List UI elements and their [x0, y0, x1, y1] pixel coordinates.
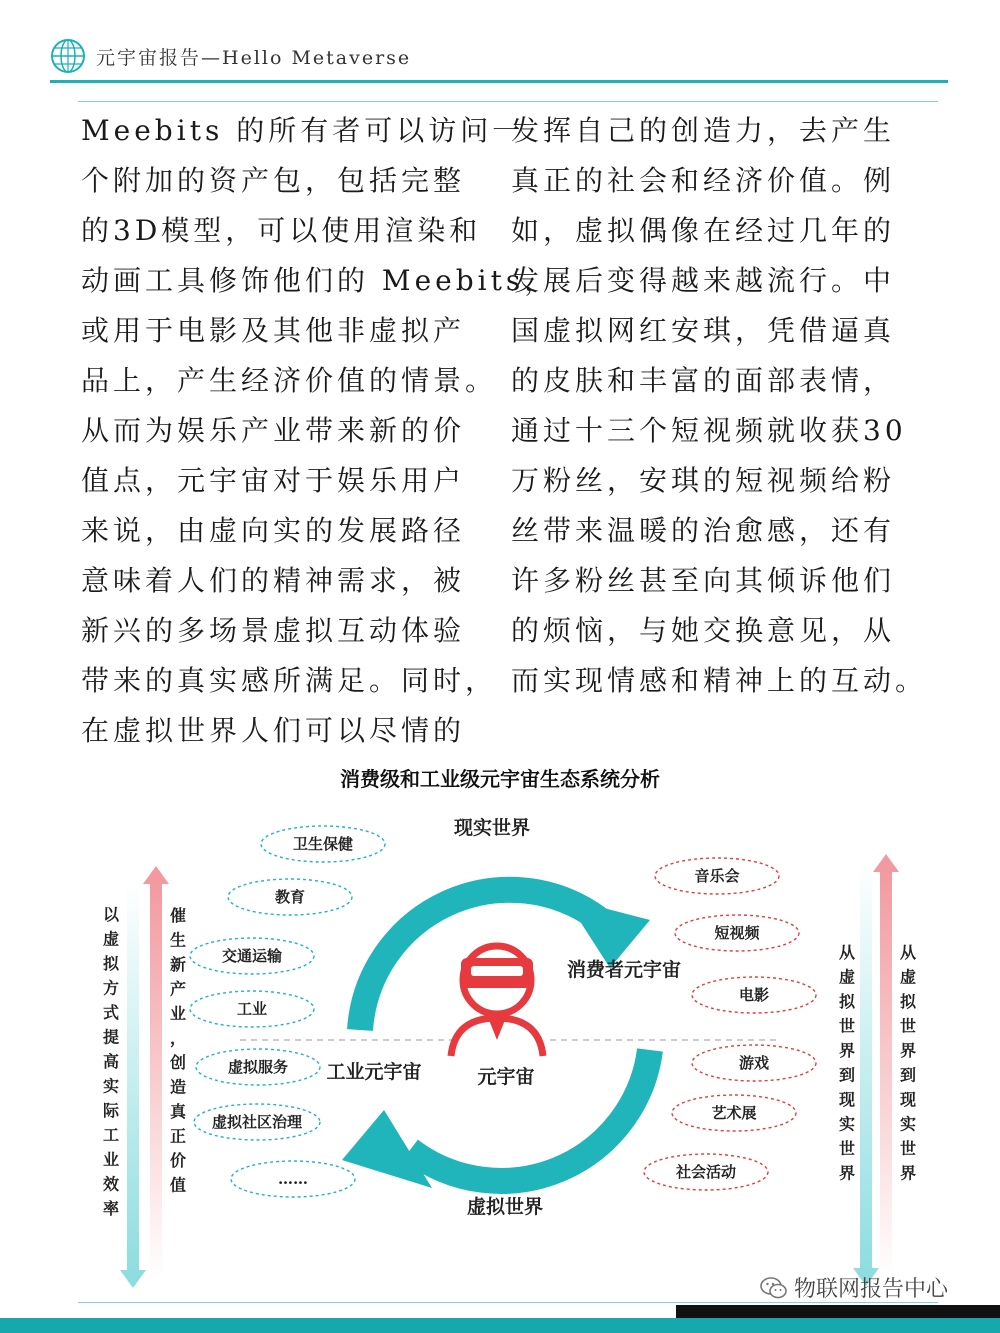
left-inner-vertical-char: ， [169, 1028, 187, 1048]
right-outer-vertical-char: 世 [899, 1016, 917, 1036]
right-item-pill-label: 短视频 [714, 924, 760, 942]
left-inner-vertical-char: 价 [169, 1151, 187, 1170]
right-outer-vertical-char: 拟 [899, 992, 917, 1011]
wechat-icon [760, 1276, 788, 1300]
right-item-pill [655, 858, 779, 894]
vr-user-icon [451, 946, 543, 1056]
left-item-pill [228, 879, 352, 915]
left-item-pill-label: 卫生保健 [292, 835, 354, 853]
right-inner-vertical-char: 从 [838, 943, 856, 962]
label-real-world: 现实世界 [453, 817, 531, 839]
body-column-left [81, 106, 556, 756]
left-item-pill-label: 教育 [274, 888, 306, 906]
left-outer-vertical-char: 虚 [102, 929, 120, 949]
body-text-line: 动画工具修饰他们的 Meebits， [81, 264, 557, 297]
right-inner-vertical-char: 拟 [838, 992, 856, 1011]
header-title: 元宇宙报告—Hello Metaverse [96, 46, 412, 69]
left-down-arrow [120, 882, 146, 1288]
watermark-text: 物联网报告中心 [794, 1277, 949, 1302]
left-outer-vertical-char: 提 [102, 1027, 120, 1047]
right-item-pill [692, 1045, 816, 1081]
body-text-line: 通过十三个短视频就收获30 [511, 414, 907, 447]
footer-bar-dark [676, 1305, 1000, 1318]
figure-title: 消费级和工业级元宇宙生态系统分析 [340, 767, 660, 791]
right-item-pill-label: 游戏 [738, 1054, 770, 1072]
left-inner-vertical-char: 生 [169, 930, 187, 950]
left-outer-vertical-char: 拟 [102, 954, 120, 973]
body-text-line: 带来的真实感所满足。同时， [81, 664, 498, 697]
right-outer-vertical-char: 实 [899, 1114, 917, 1134]
right-item-pill [672, 1095, 796, 1131]
left-outer-vertical-char: 业 [102, 1150, 120, 1169]
label-industrial-metaverse: 工业元宇宙 [326, 1061, 422, 1083]
body-text-line: 的3D模型，可以使用渲染和 [81, 214, 482, 247]
label-consumer-metaverse: 消费者元宇宙 [566, 959, 682, 981]
left-inner-vertical-char: 正 [169, 1126, 187, 1146]
left-outer-vertical-char: 际 [102, 1101, 120, 1120]
right-outer-vertical-char: 从 [899, 943, 917, 962]
right-up-arrow [873, 854, 899, 1280]
body-text-line: 许多粉丝甚至向其倾诉他们 [511, 564, 896, 597]
right-inner-vertical-char: 界 [838, 1163, 856, 1183]
left-up-arrow [143, 866, 169, 1280]
left-inner-vertical-char: 业 [169, 1004, 187, 1023]
header-divider [50, 80, 948, 83]
left-item-pill [194, 1104, 320, 1140]
body-text-line: 来说，由虚向实的发展路径 [81, 514, 466, 547]
right-item-pill-label: 电影 [738, 986, 770, 1004]
body-text-line: 丝带来温暖的治愈感，还有 [511, 514, 896, 547]
right-down-arrow [853, 860, 879, 1286]
left-item-pill [190, 938, 314, 974]
left-inner-vertical-char: 新 [169, 955, 187, 974]
body-text-line: 值点，元宇宙对于娱乐用户 [81, 464, 466, 497]
right-outer-vertical-char: 现 [899, 1090, 917, 1109]
body-text-line: 在虚拟世界人们可以尽情的 [81, 714, 466, 747]
body-text-line: 真正的社会和经济价值。例 [511, 164, 896, 197]
body-text-line: 个附加的资产包，包括完整 [81, 164, 466, 197]
right-item-pill [692, 977, 816, 1013]
left-inner-vertical-char: 催 [169, 906, 187, 925]
body-text-line: 而实现情感和精神上的互动。 [511, 664, 928, 697]
body-text-line: 品上，产生经济价值的情景。 [81, 364, 498, 397]
body-text-line: 从而为娱乐产业带来新的价 [81, 414, 466, 447]
body-text-line: 或用于电影及其他非虚拟产 [81, 314, 466, 347]
right-item-pill-label: 社会活动 [675, 1163, 737, 1181]
right-item-pill-label: 音乐会 [694, 867, 740, 885]
body-text-line: 的烦恼，与她交换意见，从 [511, 614, 896, 647]
left-item-pill [261, 826, 385, 862]
right-inner-vertical-char: 虚 [838, 967, 856, 987]
body-text-line: 的皮肤和丰富的面部表情， [511, 364, 896, 397]
left-item-pill-label: …… [278, 1170, 308, 1188]
right-inner-vertical-char: 现 [838, 1090, 856, 1109]
body-text-line: Meebits 的所有者可以访问一 [81, 114, 525, 147]
header-divider-thin [78, 101, 938, 102]
right-inner-vertical-char: 界 [838, 1041, 856, 1060]
left-item-pill [190, 991, 314, 1027]
left-outer-vertical-char: 高 [102, 1052, 120, 1071]
right-inner-vertical-char: 世 [838, 1139, 856, 1158]
body-text-line: 如，虚拟偶像在经过几年的 [511, 214, 896, 247]
right-outer-vertical-char: 世 [899, 1139, 917, 1158]
left-inner-vertical-char: 真 [169, 1102, 187, 1121]
right-outer-vertical-char: 界 [899, 1163, 917, 1183]
right-inner-vertical-char: 世 [838, 1016, 856, 1036]
body-column-right [511, 106, 927, 706]
footer-bar [0, 1318, 1000, 1333]
right-item-pill-label: 艺术展 [711, 1104, 757, 1122]
left-item-pill [196, 1049, 320, 1085]
left-item-pill-label: 交通运输 [221, 947, 283, 965]
left-outer-vertical-char: 工 [102, 1125, 120, 1145]
left-outer-vertical-char: 率 [102, 1199, 120, 1218]
left-inner-vertical-char: 创 [169, 1053, 187, 1072]
left-item-pill [231, 1161, 355, 1197]
body-text-line: 万粉丝，安琪的短视频给粉 [511, 464, 896, 497]
label-virtual-world: 虚拟世界 [466, 1196, 544, 1218]
right-item-pill [675, 915, 799, 951]
right-inner-vertical-char: 到 [838, 1065, 856, 1085]
left-item-pill-label: 工业 [236, 1000, 268, 1018]
right-outer-vertical-char: 虚 [899, 967, 917, 987]
body-text-line: 发展后变得越来越流行。中 [511, 264, 896, 297]
left-outer-vertical-char: 实 [102, 1076, 120, 1096]
right-inner-vertical-char: 实 [838, 1114, 856, 1134]
body-text-line: 国虚拟网红安琪，凭借逼真 [511, 314, 896, 347]
left-inner-vertical-char: 值 [169, 1175, 187, 1195]
left-outer-vertical-char: 以 [102, 905, 120, 924]
body-text-line: 发挥自己的创造力，去产生 [511, 114, 896, 147]
label-metaverse-center: 元宇宙 [477, 1066, 535, 1088]
right-outer-vertical-char: 界 [899, 1041, 917, 1060]
left-item-pill-label: 虚拟服务 [227, 1058, 289, 1076]
left-item-pill-label: 虚拟社区治理 [211, 1113, 303, 1131]
left-inner-vertical-char: 造 [169, 1077, 187, 1097]
body-text-line: 意味着人们的精神需求，被 [81, 564, 466, 597]
left-outer-vertical-char: 方 [102, 978, 120, 998]
left-inner-vertical-char: 产 [169, 979, 187, 999]
cycle-ring [342, 890, 650, 1188]
body-text-line: 新兴的多场景虚拟互动体验 [81, 614, 466, 647]
left-outer-vertical-char: 式 [102, 1003, 120, 1022]
right-outer-vertical-char: 到 [899, 1065, 917, 1085]
left-outer-vertical-char: 效 [102, 1174, 120, 1194]
ecosystem-diagram [0, 790, 1000, 1300]
watermark [760, 1272, 948, 1303]
page-header [50, 36, 411, 76]
globe-icon [50, 38, 86, 74]
right-item-pill [644, 1154, 768, 1190]
